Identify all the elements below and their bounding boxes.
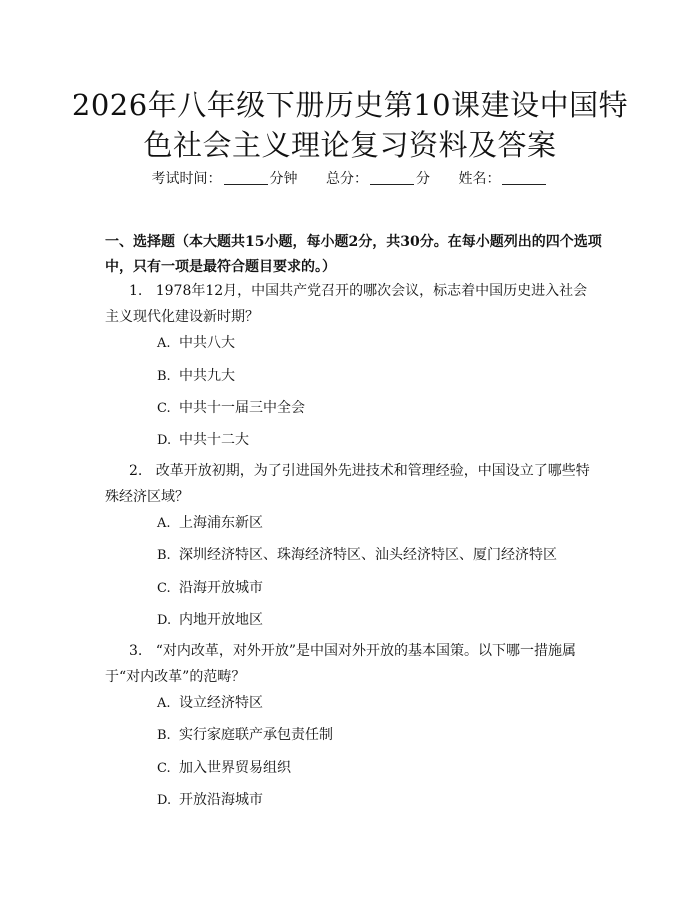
score-blank [370,171,414,185]
name-label: 姓名： [458,171,501,187]
exam-time-blank [224,171,268,185]
option-text: 深圳经济特区、珠海经济特区、汕头经济特区、厦门经济特区 [179,547,557,563]
option-1a [157,333,235,354]
option-3c [157,758,291,779]
score-label: 总分： [326,171,368,187]
question-number: 1. [129,283,143,299]
score-unit: 分 [416,171,430,187]
option-letter: A. [157,516,171,531]
option-text: 设立经济特区 [179,695,263,711]
option-2a [157,513,263,534]
option-text: 开放沿海城市 [179,792,263,808]
option-letter: D. [157,613,172,628]
score [326,171,434,187]
option-text: 中共十二大 [179,432,249,448]
name [458,171,548,187]
question-3 [105,638,600,690]
option-letter: C. [157,401,171,416]
option-text: 加入世界贸易组织 [179,760,291,776]
option-2d [157,610,263,631]
option-letter: A. [157,696,171,711]
option-letter: B. [157,728,171,743]
option-3b [157,725,333,746]
exam-time-unit: 分钟 [269,171,298,187]
question-number: 2. [129,463,143,479]
question-number: 3. [129,643,143,659]
option-text: 中共十一届三中全会 [179,400,305,416]
option-text: 中共八大 [179,335,235,351]
page-title-line2: 色社会主义理论复习资料及答案 [143,128,557,162]
option-text: 中共九大 [179,368,235,384]
option-2b [157,545,557,566]
option-1b [157,366,235,387]
page-title-line1: 2026年八年级下册历史第10课建设中国特 [71,88,629,122]
section-heading: 一、选择题（本大题共15小题，每小题2分，共30分。在每小题列出的四个选项中，只有一项是最符合题目要求的。） [105,234,602,275]
name-blank [502,171,546,185]
option-letter: B. [157,548,171,563]
option-text: 实行家庭联产承包责任制 [179,727,333,743]
option-letter: D. [157,433,172,448]
option-letter: B. [157,369,171,384]
option-letter: D. [157,793,172,808]
option-3a [157,693,263,714]
question-text: 1978年12月，中国共产党召开的哪次会议，标志着中国历史进入社会主义现代化建设新时期？ [105,283,588,325]
question-2 [105,458,600,510]
question-1 [105,278,600,330]
option-3d [157,790,263,811]
option-letter: C. [157,581,171,596]
option-1d [157,430,249,451]
option-1c [157,398,305,419]
option-text: 内地开放地区 [179,612,263,628]
option-text: 沿海开放城市 [179,580,263,596]
question-text: “对内改革，对外开放”是中国对外开放的基本国策。以下哪一措施属于“对内改革”的范畴？ [105,643,577,685]
exam-info [0,168,700,188]
option-letter: C. [157,761,171,776]
exam-time [152,171,302,187]
option-2c [157,578,263,599]
option-letter: A. [157,336,171,351]
option-text: 上海浦东新区 [179,515,263,531]
question-text: 改革开放初期，为了引进国外先进技术和管理经验，中国设立了哪些特殊经济区域？ [105,463,590,505]
exam-time-label: 考试时间： [151,171,222,187]
